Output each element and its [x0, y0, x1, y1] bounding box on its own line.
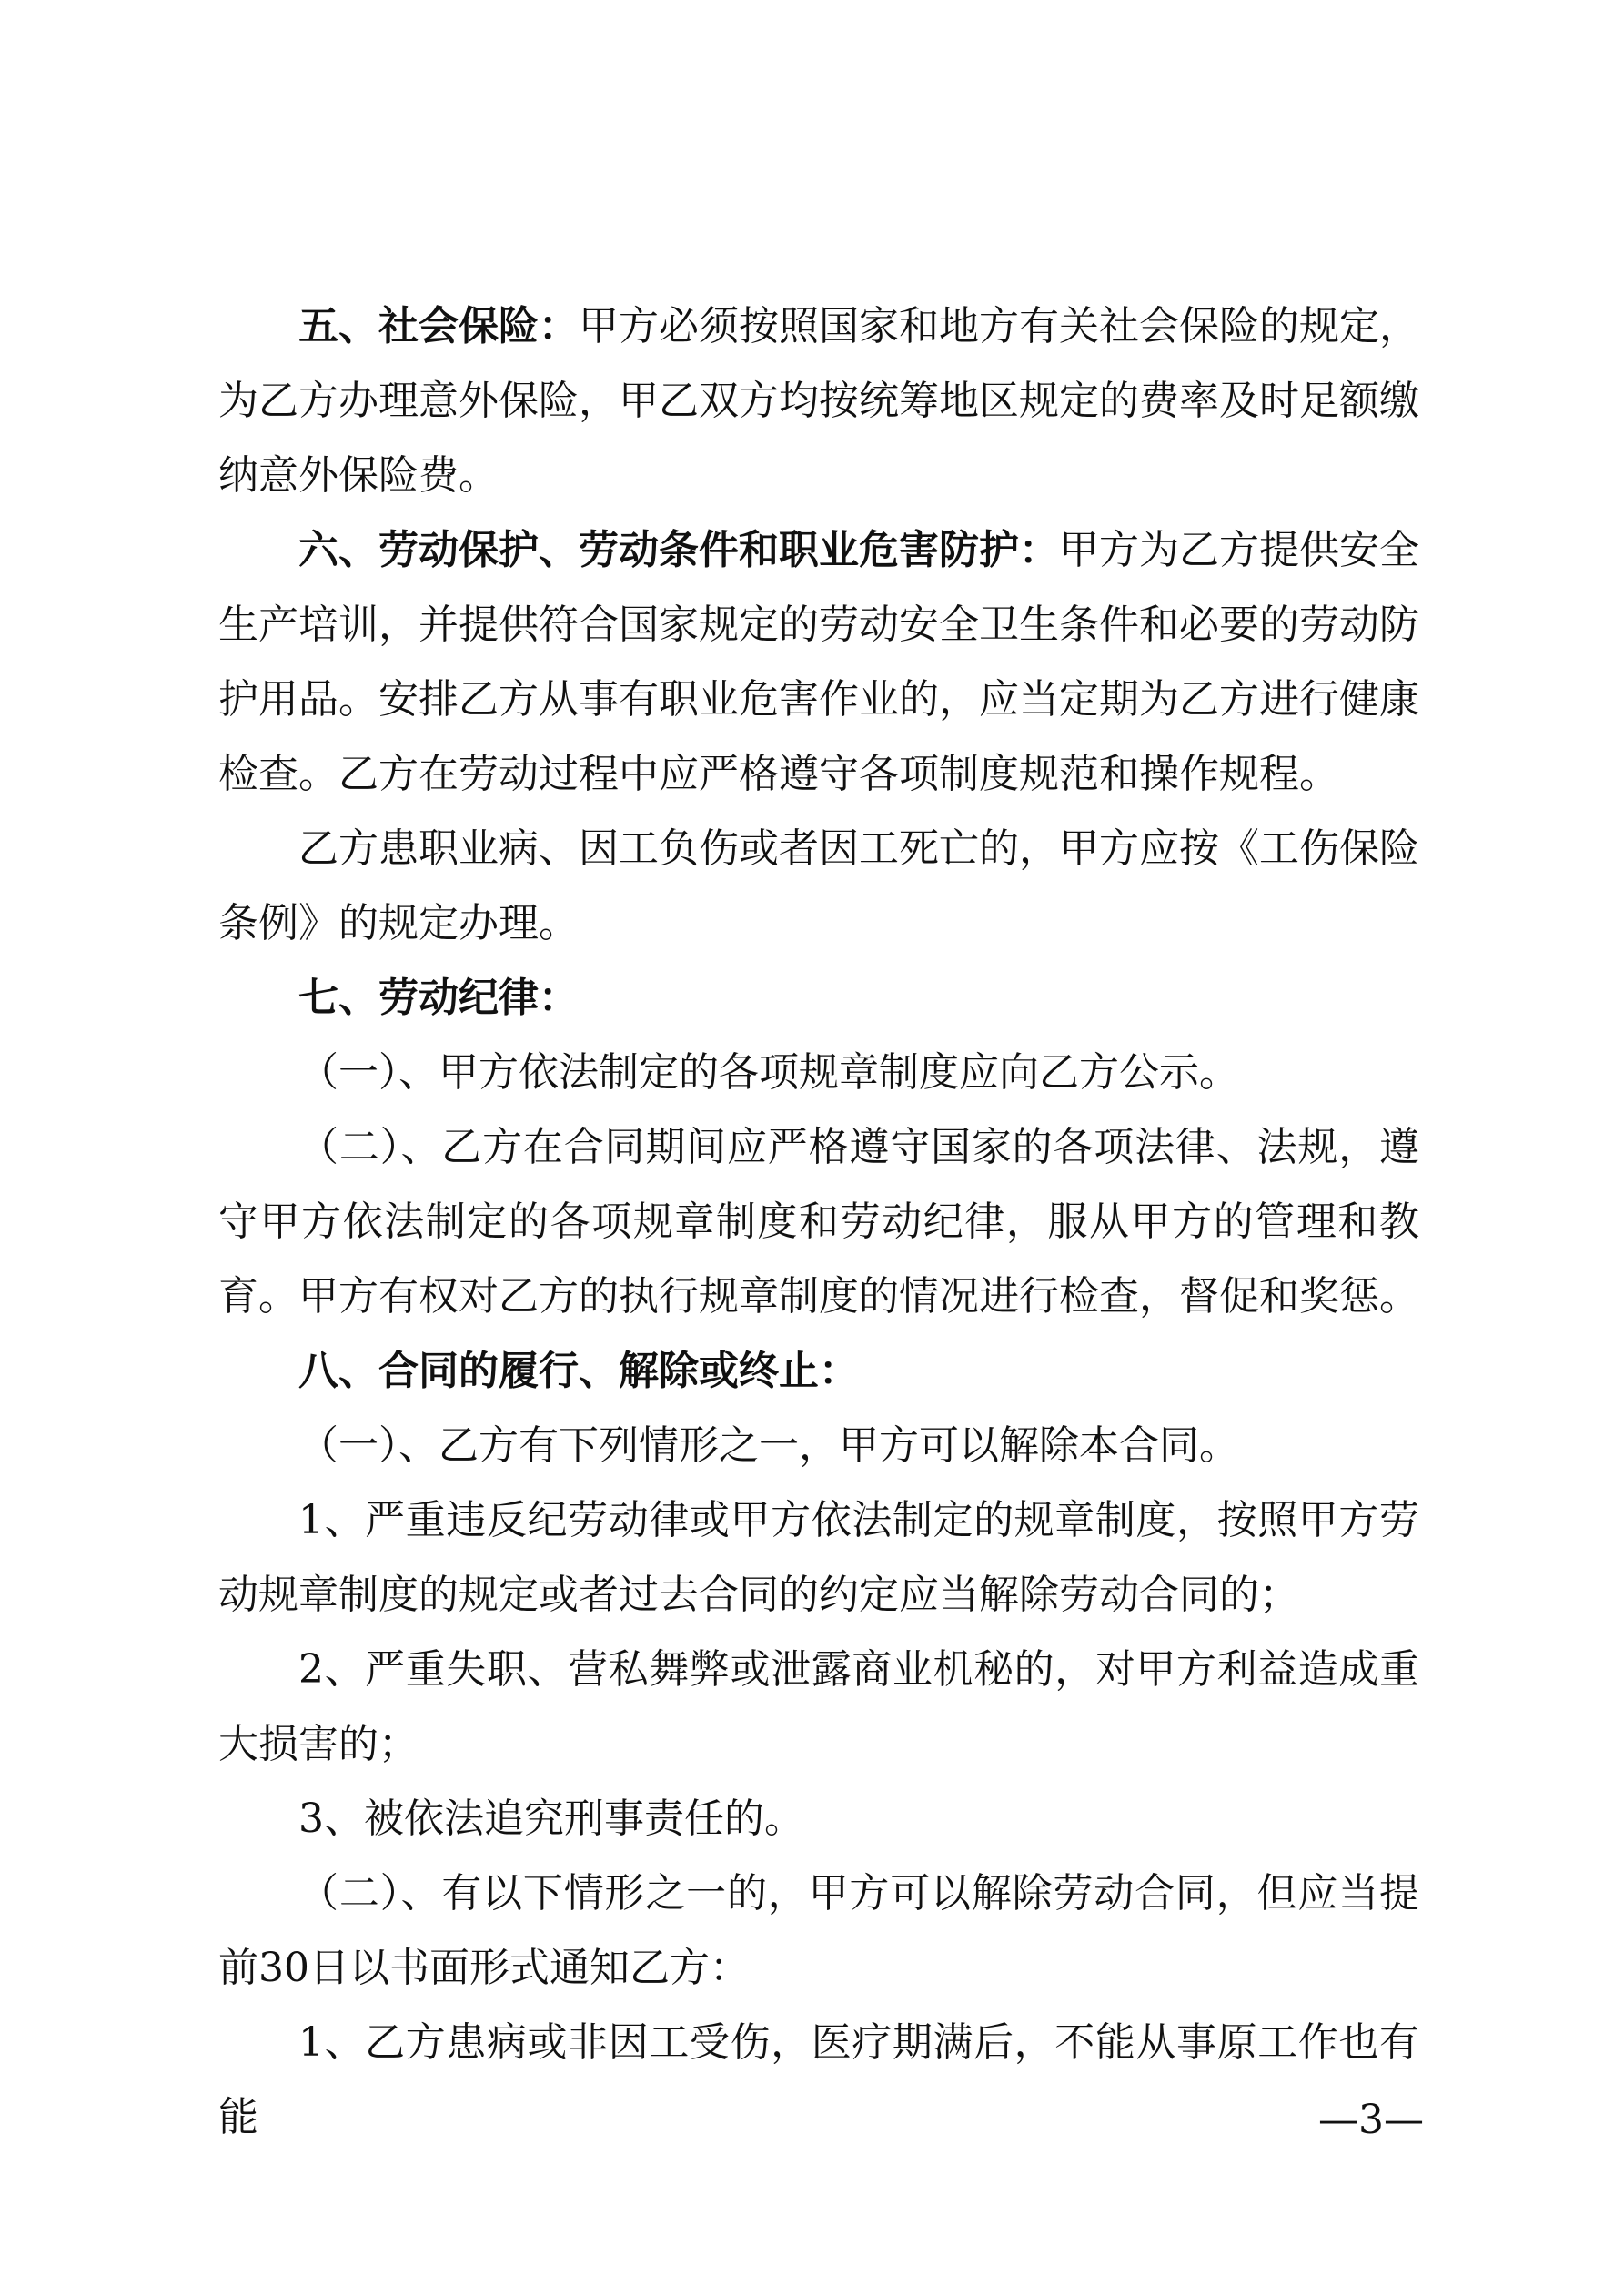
section-8-item-1: （一）、乙方有下列情形之一，甲方可以解除本合同。: [298, 1422, 1239, 1469]
page-number: —3—: [1318, 2097, 1424, 2143]
section-5-paragraph: [218, 289, 1419, 513]
section-8-item-2-1: 1、乙方患病或非因工受伤，医疗期满后，不能从事原工作也有能: [218, 2019, 1419, 2140]
section-5-heading: 五、社会保险：: [298, 303, 579, 349]
section-6-paragraph: [218, 513, 1419, 812]
section-8-item-1-1: 1、严重违反纪劳动律或甲方依法制定的规章制度，按照甲方劳动规章制度的规定或者过去合同的约定应当解除劳动合同的；: [218, 1497, 1419, 1618]
section-5-text: 甲方必须按照国家和地方有关社会保险的规定，为乙方办理意外保险，甲乙双方均按统筹地区规定的费率及时足额缴纳意外保险费。: [218, 303, 1419, 499]
section-8-heading: 八、合同的履行、解除或终止：: [298, 1348, 859, 1394]
section-6-text: 甲方为乙方提供安全生产培训，并提供符合国家规定的劳动安全卫生条件和必要的劳动防护用品。安排乙方从事有职业危害作业的，应当定期为乙方进行健康检查。乙方在劳动过程中应严格遵守各项制度规范和操作规程。: [218, 527, 1419, 797]
section-6-paragraph-2: 乙方患职业病、因工负伤或者因工死亡的，甲方应按《工伤保险条例》的规定办理。: [218, 825, 1419, 946]
document-body: [218, 289, 1419, 2155]
section-7-item-2: （二）、乙方在合同期间应严格遵守国家的各项法律、法规，遵守甲方依法制定的各项规章制度和劳动纪律，服从甲方的管理和教育。甲方有权对乙方的执行规章制度的情况进行检查，督促和奖惩。: [218, 1124, 1419, 1320]
section-6-heading: 六、劳动保护、劳动条件和职业危害防护：: [298, 527, 1059, 573]
section-8-item-1-2: 2、严重失职、营私舞弊或泄露商业机秘的，对甲方利益造成重大损害的；: [218, 1646, 1419, 1767]
section-8-item-2: （二）、有以下情形之一的，甲方可以解除劳动合同，但应当提前30日以书面形式通知乙方：: [218, 1870, 1419, 1991]
section-7-item-1: （一）、甲方依法制定的各项规章制度应向乙方公示。: [298, 1049, 1239, 1096]
section-8-item-1-3: 3、被依法追究刑事责任的。: [298, 1795, 804, 1842]
section-7-heading: 七、劳动纪律：: [298, 975, 579, 1021]
